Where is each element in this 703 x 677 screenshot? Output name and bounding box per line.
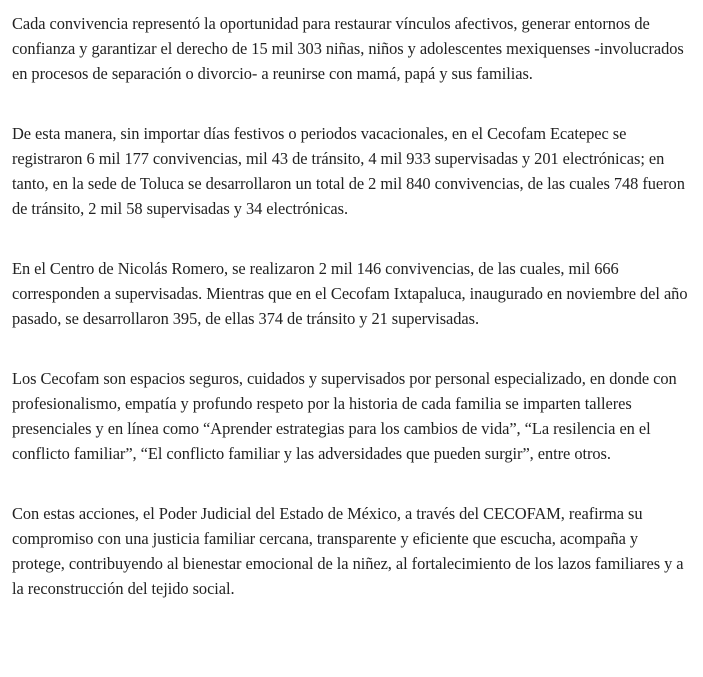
paragraph-ecatepec-toluca: De esta manera, sin importar días festivos o periodos vacacionales, en el Cecofam Ecatepec se registraron 6 mil 177 convivencias, mil 43 de tránsito, 4 mil 933 supervisadas y 201 electrónicas; en tanto, en la sede de Toluca se desarrollaron un total de 2 mil 840 convivencias, de las cuales 748 fueron de tránsito, 2 mil 58 supervisadas y 34 electrónicas.: [12, 124, 685, 218]
paragraph-workshops: Los Cecofam son espacios seguros, cuidados y supervisados por personal especializado, en donde con profesionalismo, empatía y profundo respeto por la historia de cada familia se imparten talleres presenciales y en línea como “Aprender estrategias para los cambios de vida”, “La resilencia en el conflicto familiar”, “El conflicto familiar y las adversidades que pueden surgir”, entre otros.: [12, 369, 677, 463]
paragraph-conclusion: Con estas acciones, el Poder Judicial del Estado de México, a través del CECOFAM, reafirma su compromiso con una justicia familiar cercana, transparente y eficiente que escucha, acompaña y protege, contribuyendo al bienestar emocional de la niñez, al fortalecimiento de los lazos familiares y a la reconstrucción del tejido social.: [12, 504, 684, 598]
paragraph-nicolas-romero-ixtapaluca: En el Centro de Nicolás Romero, se realizaron 2 mil 146 convivencias, de las cuales, mil 666 corresponden a supervisadas. Mientras que en el Cecofam Ixtapaluca, inaugurado en noviembre del año pasado, se desarrollaron 395, de ellas 374 de tránsito y 21 supervisadas.: [12, 259, 688, 328]
paragraph-reunification: Cada convivencia representó la oportunidad para restaurar vínculos afectivos, generar entornos de confianza y garantizar el derecho de 15 mil 303 niñas, niños y adolescentes mexiquenses -involucrados en procesos de separación o divorcio- a reunirse con mamá, papá y sus familias.: [12, 14, 684, 83]
